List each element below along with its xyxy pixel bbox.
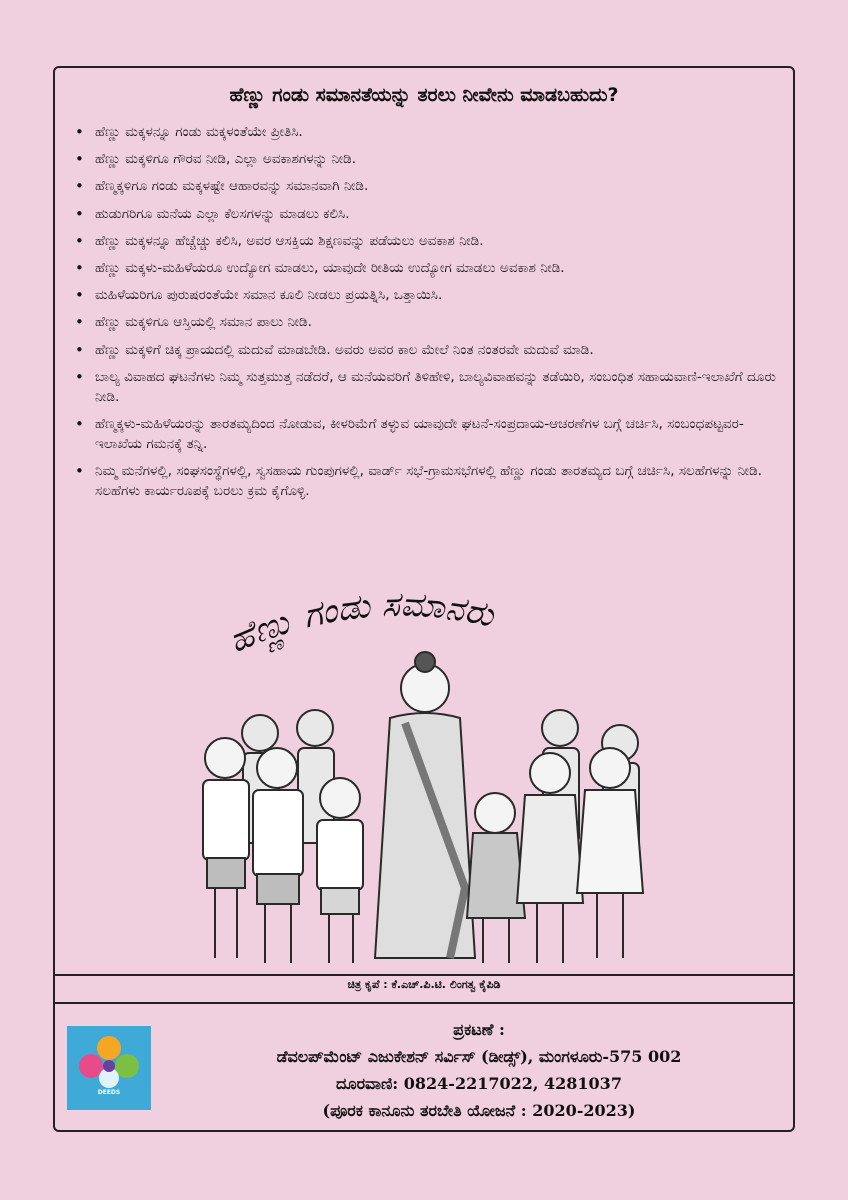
deeds-logo	[67, 1026, 151, 1110]
list-item: • ಹೆಣ್ಣು ಮಕ್ಕಳಿಗೆ ಚಿಕ್ಕ ಪ್ರಾಯದಲ್ಲಿ ಮದುವೆ ಮಾಡಬೇಡಿ. ಅವರು ಅವರ ಕಾಲ ಮೇಲೆ ನಿಂತ ನಂತರವೇ ಮದುವೆ ಮಾಡಿ.	[73, 340, 779, 360]
list-item: • ಹೆಣ್ಣು ಮಕ್ಕಳು-ಮಹಿಳೆಯರೂ ಉದ್ಯೋಗ ಮಾಡಲು, ಯಾವುದೇ ರೀತಿಯ ಉದ್ಯೋಗ ಮಾಡಲು ಅವಕಾಶ ನೀಡಿ.	[73, 258, 779, 278]
list-item: • ನಿಮ್ಮ ಮನೆಗಳಲ್ಲಿ, ಸಂಘಸಂಸ್ಥೆಗಳಲ್ಲಿ, ಸ್ವಸಹಾಯ ಗುಂಪುಗಳಲ್ಲಿ, ವಾರ್ಡ್ ಸಭೆ-ಗ್ರಾಮಸಭೆಗಳಲ್ಲಿ ಹೆಣ್ಣು ಗಂಡು ತಾರತಮ್ಯದ ಬಗ್ಗೆ ಚರ್ಚಿಸಿ, ಸಲಹೆಗಳನ್ನು ನೀಡಿ. ಸಲಹೆಗಳು ಕಾರ್ಯರೂಪಕ್ಕೆ ಬರಲು ಕ್ರಮ ಕೈಗೊಳ್ಳಿ.	[73, 461, 779, 501]
list-item: • ಹೆಣ್ಣು ಮಕ್ಕಳಿಗೂ ಆಸ್ತಿಯಲ್ಲಿ ಸಮಾನ ಪಾಲು ನೀಡಿ.	[73, 312, 779, 332]
list-item: • ಹೆಣ್ಮಕ್ಕಳಿಗೂ ಗಂಡು ಮಕ್ಕಳಷ್ಟೇ ಆಹಾರವನ್ನು ಸಮಾನವಾಗಿ ನೀಡಿ.	[73, 176, 779, 196]
advice-list	[73, 122, 779, 508]
list-item: • ಹೆಣ್ಣು ಮಕ್ಕಳಿಗೂ ಗೌರವ ನೀಡಿ, ಎಲ್ಲಾ ಅವಕಾಶಗಳನ್ನು ನೀಡಿ.	[73, 149, 779, 169]
list-item: • ಹುಡುಗರಿಗೂ ಮನೆಯ ಎಲ್ಲಾ ಕೆಲಸಗಳನ್ನು ಮಾಡಲು ಕಲಿಸಿ.	[73, 204, 779, 224]
figure-girls	[467, 748, 643, 963]
illustration-title: ಹೆಣ್ಣು ಗಂಡು ಸಮಾನರು	[223, 584, 498, 662]
publisher-scheme: (ಪೂರಕ ಕಾನೂನು ತರಬೇತಿ ಯೋಜನೆ : 2020-2023)	[322, 1101, 636, 1120]
page-frame	[53, 66, 795, 1132]
figure-woman	[375, 652, 475, 958]
publisher-name: ಡೆವಲಪ್‌ಮೆಂಟ್ ಎಜುಕೇಶನ್ ಸರ್ವಿಸ್ (ಡೀಡ್ಸ್), ಮಂಗಳೂರು-575 002	[276, 1047, 682, 1066]
logo-label: DEEDS	[97, 1089, 121, 1096]
publisher-label: ಪ್ರಕಟಣೆ :	[453, 1020, 505, 1039]
logo-emblem-icon	[67, 1026, 151, 1110]
publisher-phone: ದೂರವಾಣಿ: 0824-2217022, 4281037	[336, 1074, 622, 1093]
list-item: • ಮಹಿಳೆಯರಿಗೂ ಪುರುಷರಂತೆಯೇ ಸಮಾನ ಕೂಲಿ ನೀಡಲು ಪ್ರಯತ್ನಿಸಿ, ಒತ್ತಾಯಿಸಿ.	[73, 285, 779, 305]
figure-boys	[203, 738, 363, 963]
page-heading: ಹೆಣ್ಣು ಗಂಡು ಸಮಾನತೆಯನ್ನು ತರಲು ನೀವೇನು ಮಾಡಬಹುದು?	[229, 84, 619, 106]
list-item: • ಹೆಣ್ಣು ಮಕ್ಕಳನ್ನೂ ಹೆಚ್ಚೆಚ್ಚು ಕಲಿಸಿ, ಅವರ ಆಸಕ್ತಿಯ ಶಿಕ್ಷಣವನ್ನು ಪಡೆಯಲು ಅವಕಾಶ ನೀಡಿ.	[73, 231, 779, 251]
group-illustration	[165, 558, 685, 978]
list-item: • ಬಾಲ್ಯ ವಿವಾಹದ ಘಟನೆಗಳು ನಿಮ್ಮ ಸುತ್ತಮುತ್ತ ನಡೆದರೆ, ಆ ಮನೆಯವರಿಗೆ ತಿಳಿಹೇಳಿ, ಬಾಲ್ಯವಿವಾಹವನ್ನು ತಡೆಯಿರಿ, ಸಂಬಂಧಿತ ಸಹಾಯವಾಣಿ-ಇಲಾಖೆಗೆ ದೂರು ನೀಡಿ.	[73, 367, 779, 407]
list-item: • ಹೆಣ್ಣು ಮಕ್ಕಳನ್ನೂ ಗಂಡು ಮಕ್ಕಳಂತೆಯೇ ಪ್ರೀತಿಸಿ.	[73, 122, 779, 142]
divider-bottom	[55, 1002, 793, 1004]
image-credit: ಚಿತ್ರ ಕೃಪೆ : ಕೆ.ಎಚ್.ಪಿ.ಟಿ. ಲಿಂಗತ್ವ ಕೈಪಿಡಿ	[347, 978, 501, 991]
list-item: • ಹೆಣ್ಮಕ್ಕಳು-ಮಹಿಳೆಯರನ್ನು ತಾರತಮ್ಯದಿಂದ ನೋಡುವ, ಕೀಳರಿಮೆಗೆ ತಳ್ಳುವ ಯಾವುದೇ ಘಟನೆ-ಸಂಪ್ರದಾಯ-ಆಚರಣೆಗಳ ಬಗ್ಗೆ ಚರ್ಚಿಸಿ, ಸಂಬಂಧಪಟ್ಟವರ-ಇಲಾಖೆಯ ಗಮನಕ್ಕೆ ತನ್ನಿ.	[73, 414, 779, 454]
divider-top	[55, 974, 793, 976]
publisher-block	[175, 1016, 783, 1124]
